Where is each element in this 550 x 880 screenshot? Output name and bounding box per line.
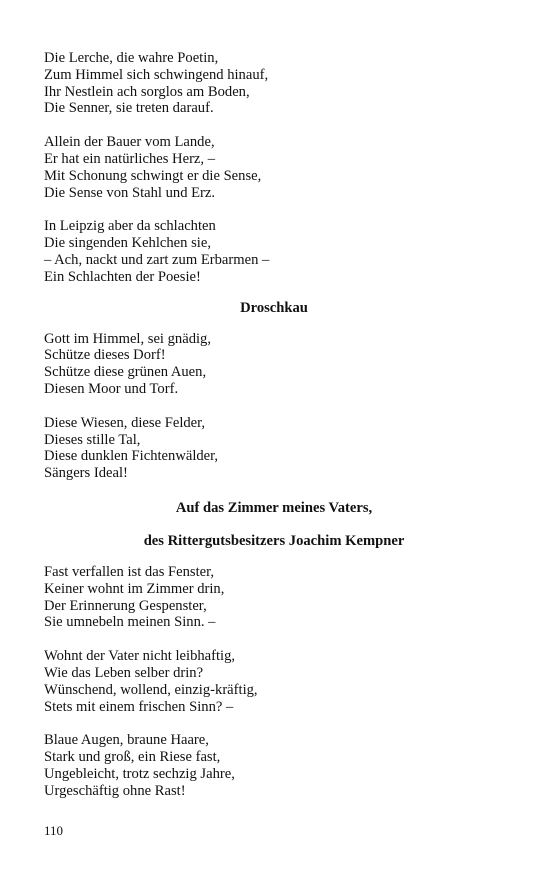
stanza [44,134,504,201]
verse-line: Der Erinnerung Gespenster, [44,597,207,614]
verse-line: In Leipzig aber da schlachten [44,218,216,235]
verse-line: Die singenden Kehlchen sie, [44,235,211,252]
verse-line: Sängers Ideal! [44,465,128,482]
poem-title-zimmer: Auf das Zimmer meines Vaters, [175,499,373,516]
verse-line: Stets mit einem frischen Sinn? – [44,698,234,715]
verse-line: Diese Wiesen, diese Felder, [44,414,206,431]
verse-line: Allein der Bauer vom Lande, [44,134,215,151]
verse-line: Wie das Leben selber drin? [44,664,204,681]
stanza [44,564,504,631]
verse-line: Diese dunklen Fichtenwälder, [44,448,219,465]
verse-line: Schütze diese grünen Auen, [44,364,207,381]
verse-line: Sie umnebeln meinen Sinn. – [44,614,216,631]
page-number: 110 [44,823,64,838]
stanza [44,331,504,398]
verse-line: Dieses stille Tal, [44,431,141,448]
verse-line: Blaue Augen, braune Haare, [44,732,209,749]
verse-line: Die Senner, sie treten darauf. [44,100,214,117]
verse-line: Ein Schlachten der Poesie! [44,268,201,285]
verse-line: Urgeschäftig ohne Rast! [44,782,186,799]
verse-line: Wohnt der Vater nicht leibhaftig, [44,648,236,665]
verse-line: – Ach, nackt und zart zum Erbarmen – [44,251,270,268]
stanza [44,648,504,715]
stanza [44,50,504,117]
verse-line: Fast verfallen ist das Fenster, [44,563,215,580]
verse-line: Schütze dieses Dorf! [44,347,166,364]
poem-droschkau [44,331,504,482]
verse-line: Keiner wohnt im Zimmer drin, [44,580,225,597]
verse-line: Gott im Himmel, sei gnädig, [44,330,212,347]
verse-line: Diesen Moor und Torf. [44,380,179,397]
verse-line: Die Sense von Stahl und Erz. [44,184,216,201]
poem-subtitle-zimmer: des Rittergutsbesitzers Joachim Kempner [143,532,405,549]
page-content [44,50,504,800]
poem-zimmer [44,564,504,800]
stanza [44,732,504,799]
verse-line: Zum Himmel sich schwingend hinauf, [44,66,269,83]
poem-lerche [44,50,504,286]
verse-line: Die Lerche, die wahre Poetin, [44,50,219,66]
verse-line: Ungebleicht, trotz sechzig Jahre, [44,765,235,782]
verse-line: Stark und groß, ein Riese fast, [44,749,221,766]
verse-line: Er hat ein natürliches Herz, – [44,150,215,167]
verse-line: Wünschend, wollend, einzig-kräftig, [44,681,258,698]
poem-title-droschkau: Droschkau [240,299,308,316]
verse-line: Mit Schonung schwingt er die Sense, [44,167,262,184]
stanza [44,415,504,482]
verse-line: Ihr Nestlein ach sorglos am Boden, [44,83,250,100]
stanza [44,218,504,285]
